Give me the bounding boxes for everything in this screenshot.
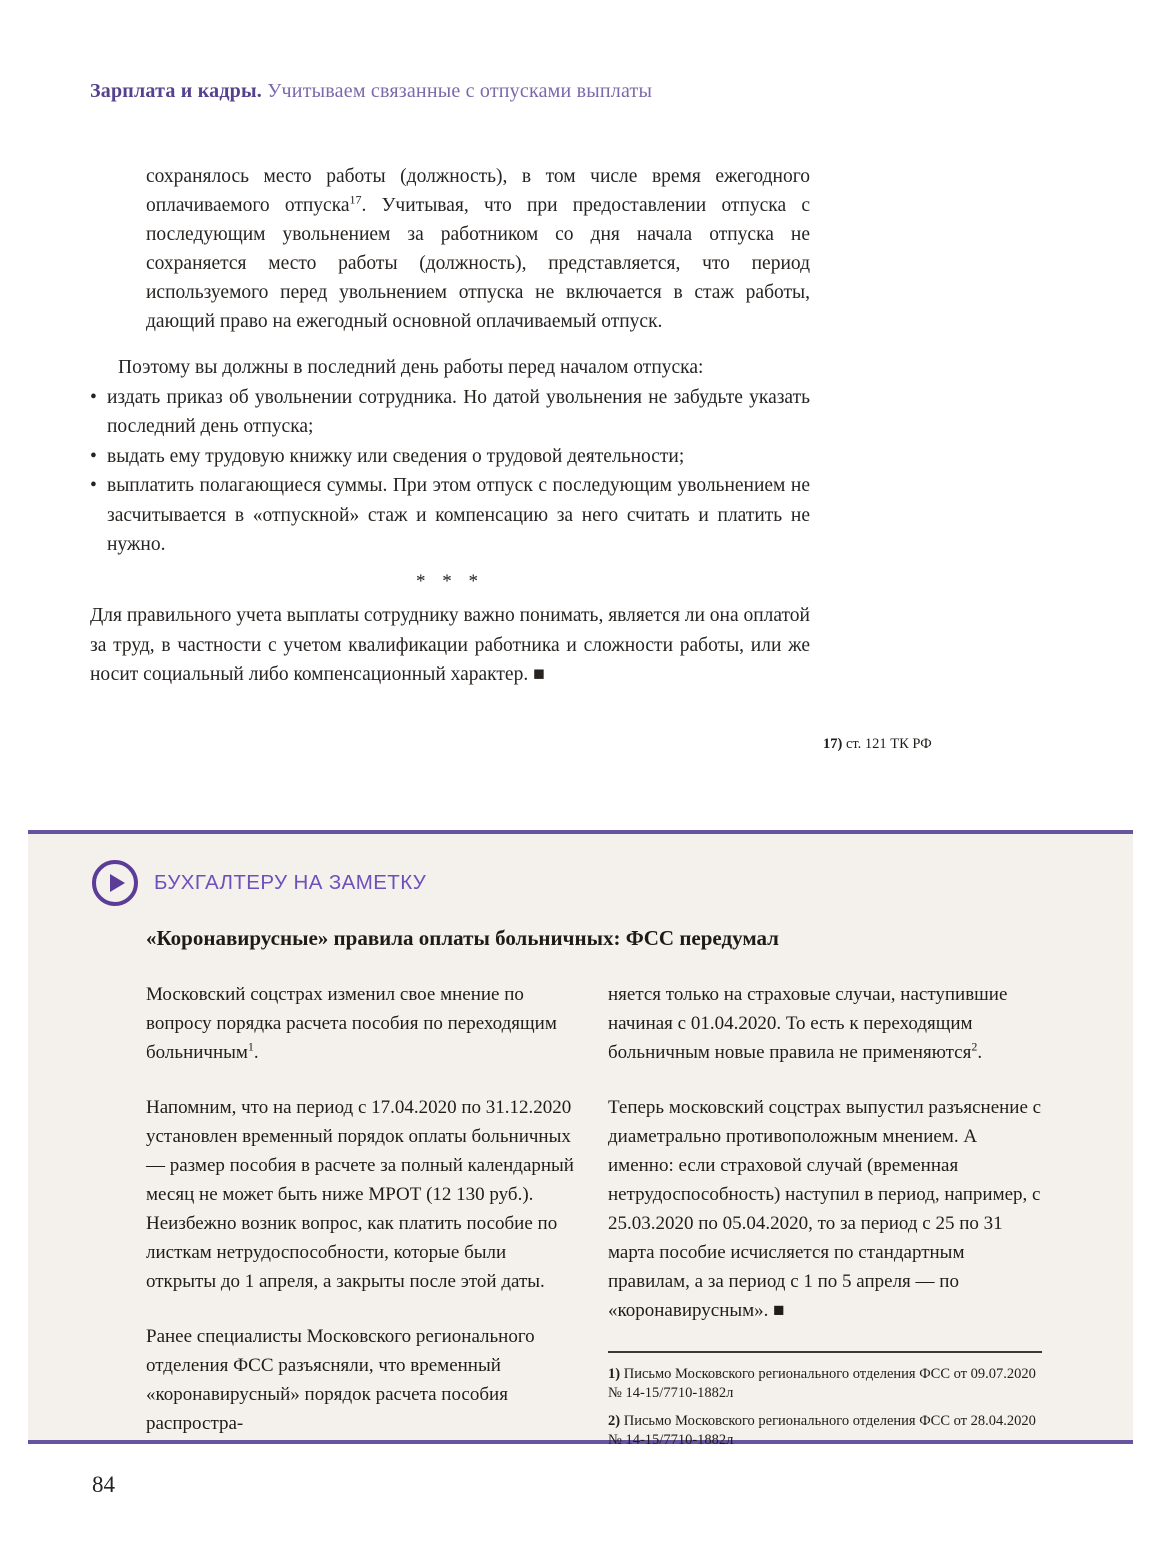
footnote — [608, 1412, 1042, 1450]
play-triangle-icon — [110, 874, 125, 892]
paragraph-text: Московский соцстрах изменил свое мнение по вопросу порядка расчета пособия по переходящим больничным — [146, 984, 557, 1063]
right-column — [608, 980, 1042, 1459]
article-body — [90, 353, 810, 690]
footnote-ref-1: 1 — [247, 1039, 254, 1054]
closing-paragraph: Для правильного учета выплаты сотруднику важно понимать, является ли она оплатой за труд, в частности с учетом квалификации работника и сложности работы, или же носит социальный либо компенсационный характер. ■ — [90, 605, 810, 685]
list-item — [90, 471, 810, 560]
footnote — [608, 1365, 1042, 1403]
section-title: Зарплата и кадры. — [90, 80, 262, 102]
paragraph-text: няется только на страховые случаи, наступившие начиная с 01.04.2020. То есть к переходящим больничным новые правила не применяются — [608, 984, 1008, 1063]
play-icon — [92, 860, 138, 906]
excerpt-text: сохранялось место работы (должность), в том числе время ежегодного оплачиваемого отпуска — [146, 166, 810, 216]
list-item — [90, 442, 810, 472]
rubric-header — [92, 860, 426, 906]
note-box-title: «Коронавирусные» правила оплаты больничных: ФСС передумал — [146, 926, 779, 950]
bullet-icon: • — [90, 386, 97, 408]
note-box — [28, 830, 1133, 1448]
paragraph: Ранее специалисты Московского регионального отделения ФСС разъясняли, что временный «коронавирусный» порядок расчета пособия распростра- — [146, 1326, 535, 1434]
excerpt-paragraph — [146, 162, 810, 336]
page-number: 84 — [92, 1472, 115, 1497]
margin-footnote-text: ст. 121 ТК РФ — [845, 736, 932, 752]
paragraph-text: . — [253, 1042, 259, 1063]
footnote-ref-2: 2 — [971, 1039, 978, 1054]
list-item-text: выплатить полагающиеся суммы. При этом отпуск с последующим увольнением не засчитывается в «отпускной» стаж и компенсацию за него считать и платить не нужно. — [107, 475, 810, 555]
footnote-text: Письмо Московского регионального отделения ФСС от 09.07.2020 № 14-15/7710-1882л — [608, 1366, 1036, 1401]
paragraph: Теперь московский соцстрах выпустил разъяснение с диаметрально противоположным мнением. А именно: если страховой случай (временная нетрудоспособность) наступил в период, например, с 25.03.2020 по 05.04.2020, то за период с 25 по 31 марта пособие исчисляется по стандартным правилам, а за период с 1 по 5 апреля — по «коронавирусным». ■ — [608, 1097, 1042, 1321]
running-head — [90, 80, 652, 103]
section-separator: * * * — [416, 570, 484, 592]
rubric-label: БУХГАЛТЕРУ НА ЗАМЕТКУ — [154, 871, 427, 894]
list-item-text: выдать ему трудовую книжку или сведения о трудовой деятельности; — [107, 445, 685, 467]
excerpt-text-continued: . Учитывая, что при предоставлении отпуска с последующим увольнением за работником со дня начала отпуска не сохраняется место работы (должность), представляется, что период используемого перед увольнением отпуска не включается в стаж работы, дающий право на ежегодный основной оплачиваемый отпуск. — [146, 195, 810, 332]
footnote-marker: 2) — [608, 1413, 621, 1429]
article-title: Учитываем связанные с отпусками выплаты — [267, 80, 653, 102]
paragraph — [608, 980, 1042, 1067]
left-column — [146, 980, 580, 1459]
footnote-text: Письмо Московского регионального отделения ФСС от 28.04.2020 № 14-15/7710-1882л — [608, 1413, 1036, 1448]
margin-footnote — [823, 736, 932, 753]
bullet-icon: • — [90, 475, 97, 496]
margin-footnote-marker: 17) — [823, 736, 843, 752]
bullet-list — [90, 383, 810, 560]
list-item-text: издать приказ об увольнении сотрудника. Но датой увольнения не забудьте указать последний день отпуска; — [107, 386, 810, 437]
paragraph-text: . — [977, 1042, 983, 1063]
note-box-columns — [146, 980, 1042, 1459]
list-item — [90, 383, 810, 442]
bullet-icon: • — [90, 445, 97, 467]
footnote-ref-17: 17 — [349, 192, 362, 207]
paragraph — [146, 980, 580, 1067]
lead-paragraph: Поэтому вы должны в последний день работы перед началом отпуска: — [118, 357, 704, 378]
footnote-block — [608, 1351, 1042, 1450]
paragraph: Напомним, что на период с 17.04.2020 по 31.12.2020 установлен временный порядок оплаты больничных — размер пособия в расчете за полный календарный месяц не может быть ниже МРОТ (12 130 руб.). Неизбежно возник вопрос, как платить пособие по листкам нетрудоспособности, которые были открыты до 1 апреля, а закрыты после этой даты. — [146, 1097, 574, 1292]
footnote-marker: 1) — [608, 1366, 621, 1382]
